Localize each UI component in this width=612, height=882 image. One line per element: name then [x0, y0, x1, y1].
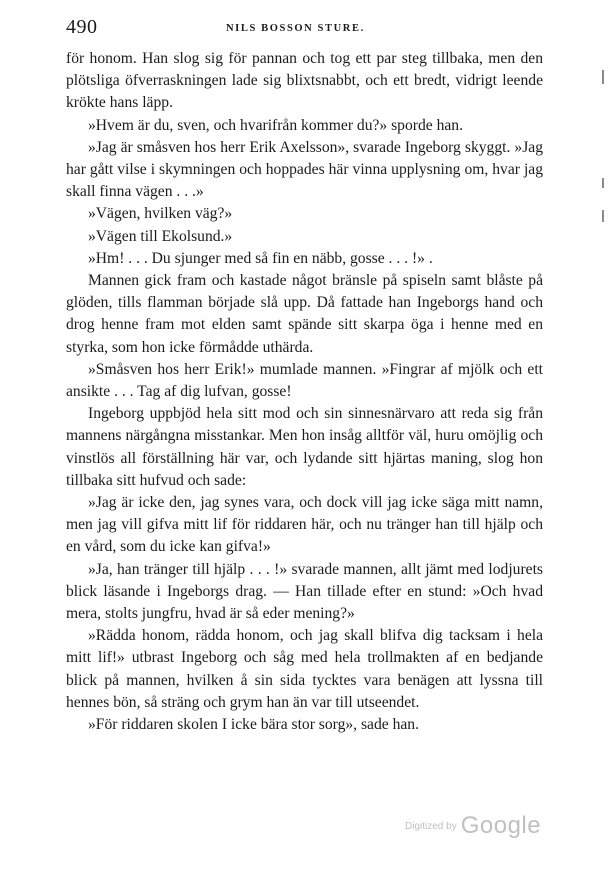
- running-head: NILS BOSSON STURE.: [226, 23, 365, 34]
- paragraph: »Vägen, hvilken väg?»: [88, 205, 233, 223]
- watermark-prefix: Digitized by: [405, 821, 457, 832]
- google-logo: Google: [460, 812, 542, 839]
- paragraph: »Hvem är du, sven, och hvarifrån kommer du?» sporde han.: [88, 116, 464, 134]
- paragraph: »Rädda honom, rädda honom, och jag skall blifva dig tacksam i hela mitt lif!» utbrast Ingeborg och såg med hela trollmakten af en bedjande blick på mannen, hvilken å sin sida tycktes vara benägen att lyssna till hennes bön, så sträng och grym han än var till utseendet.: [66, 627, 543, 711]
- paragraph: »För riddaren skolen I icke bära stor sorg», sade han.: [88, 716, 419, 734]
- paragraph: »Ja, han tränger till hjälp . . . !» svarade mannen, allt jämt med lodjurets blick läsande i Ingeborgs drag. — Han tillade efter en stund: »Och hvad mera, stolts jungfru, hvad är så eder mening?»: [66, 560, 543, 623]
- paragraph: »Hm! . . . Du sjunger med så fin en näbb, gosse . . . !» .: [88, 249, 433, 267]
- paragraph: Mannen gick fram och kastade något bränsle på spiseln samt blåste på glöden, tills flamman började slå upp. Då fattade han Ingeborgs hand och drog henne fram mot elden samt spände sitt skarpa öga i henne med en styrka, som hon icke förmådde uthärda.: [66, 272, 543, 356]
- digitized-by-google-watermark: [405, 812, 541, 840]
- scan-edge-mark: [602, 70, 604, 84]
- paragraph: »Jag är småsven hos herr Erik Axelsson», svarade Ingeborg skyggt. »Jag har gått vilse i skymningen och hoppades här vinna upplysning om, hvar jag skall finna vägen . . .»: [66, 138, 543, 201]
- paragraph: »Jag är icke den, jag synes vara, och dock vill jag icke säga mitt namn, men jag vill gifva mitt lif för riddaren här, och nu tränger han till hjälp och en vård, som du icke kan gifva!»: [66, 494, 543, 556]
- page-number: 490: [66, 16, 98, 38]
- body-text: [66, 48, 543, 736]
- scan-edge-mark: [602, 210, 604, 222]
- paragraph: Ingeborg uppbjöd hela sitt mod och sin sinnesnärvaro att reda sig från mannens närgångna misstankar. Men hon insåg alltför väl, huru omöjlig och vinstlös all förställning här var, och lydande sitt hjärtas maning, slog hon tillbaka sitt hufvud och sade:: [66, 405, 543, 489]
- scan-edge-mark: [602, 178, 604, 188]
- page-header: [66, 16, 546, 40]
- paragraph: för honom. Han slog sig för pannan och tog ett par steg tillbaka, men den plötsliga öfverraskningen lade sig blixtsnabbt, och ett bredt, vidrigt leende krökte hans läpp.: [66, 50, 543, 112]
- paragraph: »Vägen till Ekolsund.»: [88, 227, 233, 245]
- paragraph: »Småsven hos herr Erik!» mumlade mannen. »Fingrar af mjölk och ett ansikte . . . Tag af dig lufvan, gosse!: [66, 360, 543, 401]
